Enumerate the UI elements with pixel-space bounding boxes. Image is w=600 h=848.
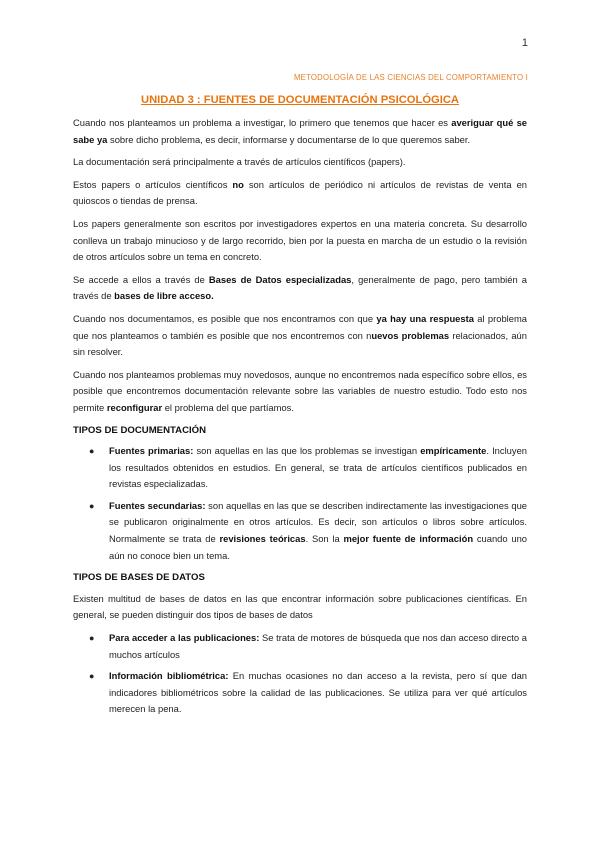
text-run: . Son la <box>305 533 344 545</box>
text-run: , generalmente de pago, pero también a través de <box>73 273 527 302</box>
text-run: son aquellas en las que se describen indirectamente las investigaciones que se publicaron originalmente en otros artículos. Es decir, son artículos o libros sobre artículos. Normalmente se trata de <box>109 499 527 545</box>
bold-run: Fuentes secundarias: <box>109 499 206 511</box>
bullet-icon: ● <box>89 446 95 457</box>
text-run: Cuando nos planteamos problemas muy novedosos, aunque no encontremos nada específico sobre ellos, es posible que encontremos documentación relevante sobre las variables de nuestro estudio. Todo esto nos permite <box>73 368 527 413</box>
bold-run: Información bibliométrica: <box>109 670 229 682</box>
bullet-icon: ● <box>89 633 95 644</box>
bold-run: empíricamente <box>420 445 487 457</box>
bold-run: bases de libre acceso. <box>114 290 214 302</box>
bold-run: revisiones teóricas <box>219 533 306 545</box>
document-title: UNIDAD 3 : FUENTES DE DOCUMENTACIÓN PSICOLÓGICA <box>140 94 460 106</box>
page-number: 1 <box>521 37 528 49</box>
paragraph-6 <box>73 311 527 361</box>
bold-run: Bases de Datos especializadas <box>208 273 352 285</box>
text-run: Se accede a ellos a través de <box>73 273 209 285</box>
list-item <box>73 668 527 718</box>
bullet-icon: ● <box>89 671 95 682</box>
documentation-types-list <box>73 443 527 564</box>
bold-run: averiguar qué se sabe ya <box>73 117 527 145</box>
bullet-icon: ● <box>89 500 95 511</box>
text-run: al problema que nos planteamos o también es posible que nos encontremos con n <box>73 312 527 341</box>
paragraph-databases-intro: Existen multitud de bases de datos en las que encontrar información sobre publicaciones científicas. En general, se pueden distinguir dos tipos de bases de datos <box>73 592 527 621</box>
text-run: Cuando nos documentamos, es posible que nos encontramos con que <box>73 312 377 324</box>
bold-run: reconfigurar <box>106 401 163 413</box>
text-run: Cuando nos planteamos un problema a investigar, lo primero que tenemos que hacer es <box>73 117 452 128</box>
text-run: cuando uno aún no conoce bien un tema. <box>109 533 528 561</box>
database-types-list <box>73 630 527 718</box>
text-run: son aquellas en las que los problemas se investigan <box>193 445 421 457</box>
text-run: Se trata de motores de búsqueda que nos dan acceso directo a muchos artículos <box>109 632 527 660</box>
bold-run: Para acceder a las publicaciones: <box>109 632 260 644</box>
paragraph-5 <box>73 272 527 305</box>
list-item <box>73 443 527 493</box>
bold-run: Fuentes primarias: <box>109 445 194 457</box>
list-item <box>73 498 527 564</box>
document-body <box>73 115 527 723</box>
paragraph-1 <box>73 115 527 148</box>
bold-run: no <box>232 178 244 190</box>
paragraph-4: Los papers generalmente son escritos por investigadores expertos en una materia concreta. Su desarrollo conlleva un trabajo minucioso y de largo recorrido, bien por la puesta en marcha de un estudio o la revisión de otros artículos sobre un tema en concreto. <box>73 217 527 263</box>
text-run: Estos papers o artículos científicos <box>73 178 233 190</box>
text-run: En muchas ocasiones no dan acceso a la revista, pero sí que dan indicadores bibliométricos sobre la calidad de las publicaciones. Se utiliza para ver qué artículos merecen la pena. <box>109 670 527 715</box>
text-run: relacionados, aún sin resolver. <box>73 329 527 358</box>
text-run: sobre dicho problema, es decir, informarse y documentarse de lo que queremos saber. <box>107 133 471 145</box>
section-heading-database-types: TIPOS DE BASES DE DATOS <box>73 572 205 584</box>
bold-run: uevos problemas <box>371 329 450 341</box>
paragraph-2: La documentación será principalmente a través de artículos científicos (papers). <box>73 156 406 168</box>
text-run: son artículos de periódico ni artículos de revistas de venta en quioscos o tiendas de prensa. <box>73 178 527 207</box>
bold-run: mejor fuente de información <box>343 533 474 545</box>
list-item <box>73 630 527 663</box>
text-run: . Incluyen los resultados obtenidos en estudios. En general, se trata de artículos científicos publicados en revistas especializadas. <box>109 445 527 490</box>
running-header: METODOLOGÍA DE LAS CIENCIAS DEL COMPORTAMIENTO I <box>293 73 528 82</box>
section-heading-documentation-types: TIPOS DE DOCUMENTACIÓN <box>73 424 207 436</box>
text-run: el problema del que partíamos. <box>162 401 294 413</box>
paragraph-3 <box>73 177 527 210</box>
paragraph-7 <box>73 367 527 417</box>
bold-run: ya hay una respuesta <box>376 312 474 324</box>
